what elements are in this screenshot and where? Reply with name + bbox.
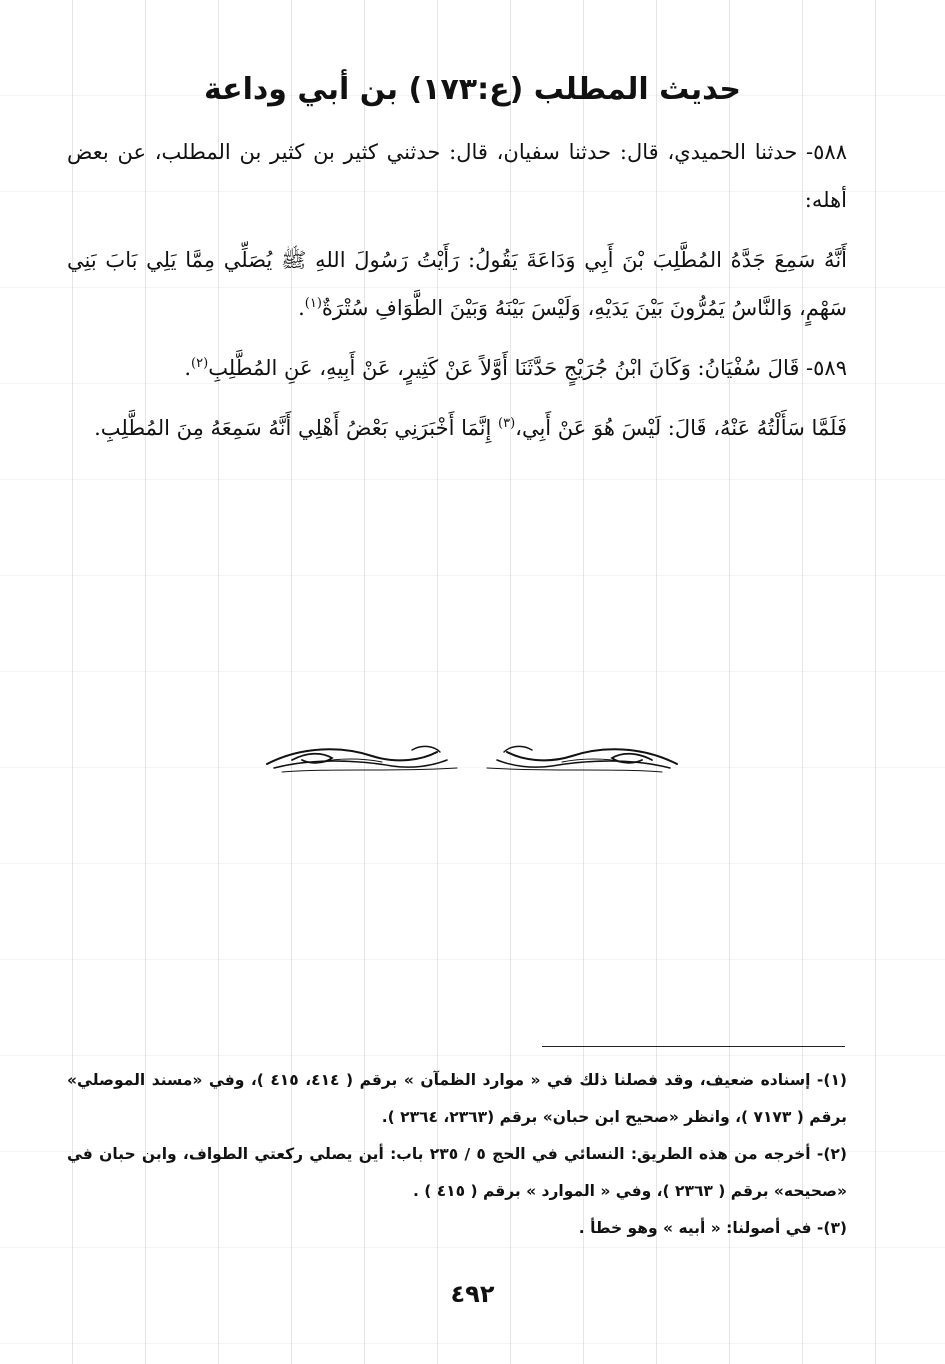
hadith-589-text: ٥٨٩- قَالَ سُفْيَانُ: وَكَانَ ابْنُ جُرَيْجٍ حَدَّثَنَا أَوَّلاً عَنْ كَثِيرٍ، عَنْ أَبِيهِ، عَنِ المُطَّلِبِ: [208, 356, 847, 380]
chapter-title: حديث المطلب (ع:١٧٣) بن أبي وداعة: [203, 72, 742, 107]
page-number: ٤٩٢: [450, 1280, 495, 1308]
hadith-589-question-start: فَلَمَّا سَأَلْتُهُ عَنْهُ، قَالَ: لَيْسَ هُوَ عَنْ أَبِي،: [515, 416, 847, 440]
footnote-ref-2[interactable]: (٢): [191, 356, 209, 371]
footnote-2: (٢)- أخرجه من هذه الطريق: النسائي في الحج ٥ / ٢٣٥ باب: أين يصلي ركعتي الطواف، وابن حبان في «صحيحه» برقم ( ٢٣٦٣ )، وفي « الموارد » برقم ( ٤١٥ ) .: [67, 1145, 847, 1200]
footnotes: [67, 1062, 847, 1247]
footnote-ref-3[interactable]: (٣): [498, 416, 516, 431]
hadith-589: [67, 344, 847, 392]
hadith-588-isnad: ٥٨٨- حدثنا الحميدي، قال: حدثنا سفيان، قال: حدثني كثير بن كثير بن المطلب، عن بعض أهله:: [67, 140, 847, 212]
footnote-divider: [542, 1046, 845, 1047]
main-text: [67, 128, 847, 464]
decorative-flourish-icon: [262, 738, 682, 778]
hadith-588-end: .: [298, 296, 305, 320]
footnote-1: (١)- إسناده ضعيف، وقد فصلنا ذلك في « موارد الظمآن » برقم ( ٤١٤، ٤١٥ )، وفي «مسند الموصلي» برقم ( ٧١٧٣ )، وانظر «صحيح ابن حبان» برقم (٢٣٦٣، ٢٣٦٤ ).: [67, 1071, 847, 1126]
hadith-589-question-end: إِنَّمَا أَخْبَرَنِي بَعْضُ أَهْلِي أَنَّهُ سَمِعَهُ مِنَ المُطَّلِبِ.: [94, 416, 499, 440]
footnote-3: (٣)- في أصولنا: « أبيه » وهو خطأ .: [578, 1219, 847, 1237]
hadith-588-matn: [67, 236, 847, 332]
hadith-589-end: .: [184, 356, 192, 380]
hadith-589-question: [67, 404, 847, 452]
hadith-588-matn-text: أَنَّهُ سَمِعَ جَدَّهُ المُطَّلِبَ بْنَ أَبِي وَدَاعَةَ يَقُولُ: رَأَيْتُ رَسُولَ اللهِ ﷺ يُصَلِّي مِمَّا يَلِي بَابَ بَنِي سَهْمٍ، وَالنَّاسُ يَمُرُّونَ بَيْنَ يَدَيْهِ، وَلَيْسَ بَيْنَهُ وَبَيْنَ الطَّوَافِ سُتْرَةٌ: [67, 248, 847, 320]
footnote-ref-1[interactable]: (١): [304, 296, 322, 311]
